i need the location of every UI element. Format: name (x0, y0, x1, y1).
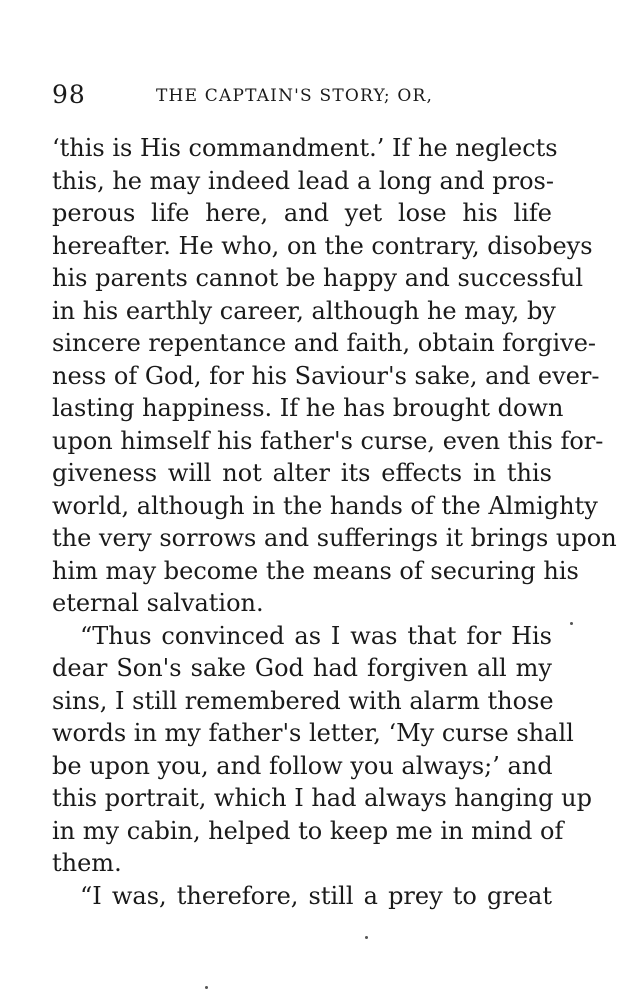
text-line: the very sorrows and sufferings it brings upon (52, 524, 617, 552)
page-number: 98 (52, 80, 86, 109)
running-head: THE CAPTAIN'S STORY; OR, (156, 86, 434, 106)
text-line: “Thus convinced as I was that for His (80, 621, 552, 650)
text-line: “I was, therefore, still a prey to great (80, 881, 552, 910)
text-line: sins, I still remembered with alarm those (52, 686, 554, 715)
text-line: this portrait, which I had always hanging up (52, 784, 592, 812)
text-line: ness of God, for his Saviour's sake, and ever- (52, 361, 600, 390)
text-line: be upon you, and follow you always;’ and (52, 751, 553, 780)
text-line: world, although in the hands of the Almighty (52, 491, 598, 520)
body-text (52, 132, 617, 912)
text-line: eternal salvation. (52, 589, 264, 617)
text-line: dear Son's sake God had forgiven all my (52, 654, 552, 682)
print-speck (365, 936, 368, 939)
text-line: lasting happiness. If he has brought down (52, 394, 564, 422)
text-line: hereafter. He who, on the contrary, disobeys (52, 231, 593, 260)
text-line: ‘this is His commandment.’ If he neglects (52, 134, 558, 162)
text-line: him may become the means of securing his (52, 556, 579, 585)
text-line: sincere repentance and faith, obtain forgive- (52, 329, 597, 357)
text-line: upon himself his father's curse, even this for- (52, 426, 604, 455)
text-line: giveness will not alter its effects in this (52, 459, 552, 487)
text-line: in his earthly career, although he may, by (52, 296, 556, 325)
text-line: this, he may indeed lead a long and pros- (52, 166, 554, 195)
text-line: in my cabin, helped to keep me in mind of (52, 816, 564, 845)
text-line: words in my father's letter, ‘My curse shall (52, 719, 574, 747)
page-header (52, 80, 552, 114)
text-line: his parents cannot be happy and successful (52, 264, 583, 292)
text-line: perous life here, and yet lose his life (52, 199, 552, 227)
print-speck (205, 986, 208, 989)
text-line: them. (52, 849, 122, 877)
print-speck (570, 622, 573, 625)
